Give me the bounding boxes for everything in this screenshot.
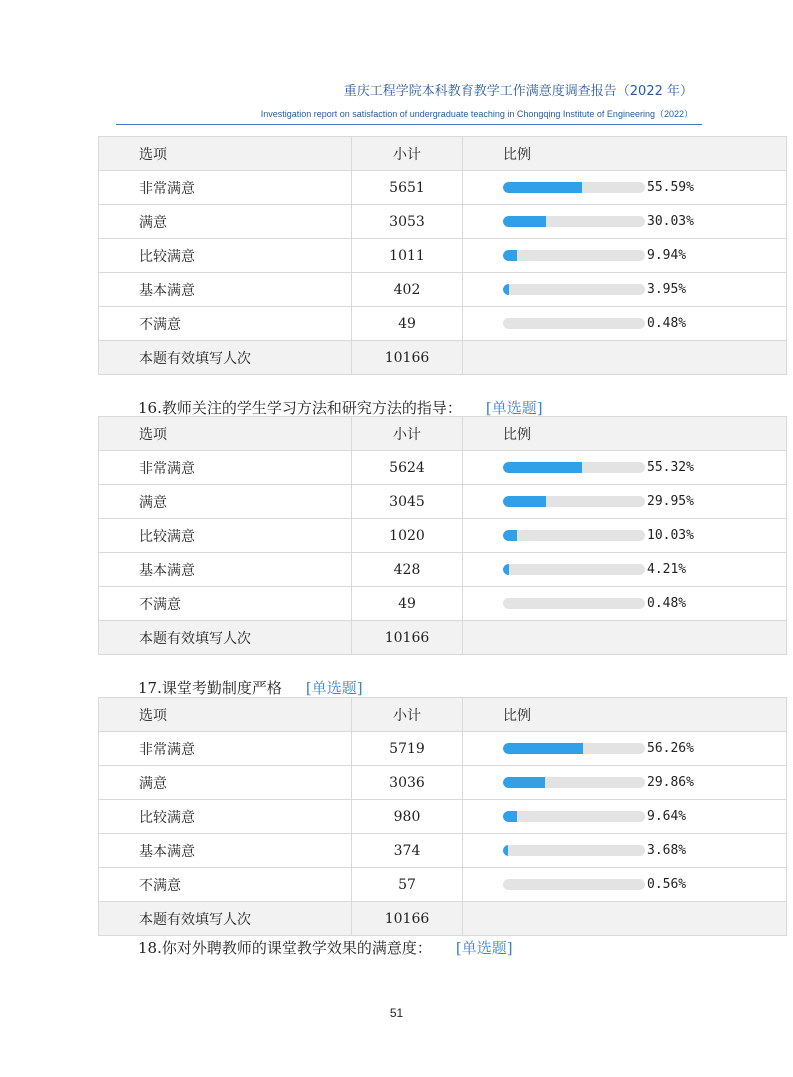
table-row: [99, 205, 787, 239]
total-count: 10166: [352, 621, 463, 655]
option-ratio: [463, 519, 787, 553]
question-16: [138, 397, 543, 418]
question-18: [138, 937, 513, 958]
ratio-bar-fill: [503, 879, 504, 890]
ratio-bar-track: [503, 777, 645, 788]
option-ratio: [463, 766, 787, 800]
option-label: 不满意: [99, 868, 352, 902]
option-count: 5719: [352, 732, 463, 766]
table-row: [99, 239, 787, 273]
option-ratio: [463, 868, 787, 902]
option-label: 比较满意: [99, 239, 352, 273]
ratio-bar-fill: [503, 250, 517, 261]
option-count: 1020: [352, 519, 463, 553]
option-ratio: [463, 307, 787, 341]
option-ratio: [463, 205, 787, 239]
option-count: 428: [352, 553, 463, 587]
ratio-percent: 29.95%: [647, 494, 694, 509]
ratio-bar-group: [503, 809, 786, 824]
ratio-bar-group: [503, 282, 786, 297]
ratio-percent: 3.68%: [647, 843, 687, 858]
ratio-bar-track: [503, 462, 645, 473]
option-count: 3045: [352, 485, 463, 519]
option-label: 不满意: [99, 307, 352, 341]
table-header-row: [99, 137, 787, 171]
table-header-row: [99, 698, 787, 732]
ratio-bar-fill: [503, 462, 582, 473]
ratio-bar-fill: [503, 182, 582, 193]
table-row: [99, 307, 787, 341]
table-row: [99, 171, 787, 205]
page-number: 51: [389, 1006, 404, 1020]
ratio-bar-track: [503, 284, 645, 295]
ratio-percent: 30.03%: [647, 214, 694, 229]
ratio-bar-group: [503, 562, 786, 577]
ratio-bar-track: [503, 216, 645, 227]
option-ratio: [463, 553, 787, 587]
ratio-bar-group: [503, 741, 786, 756]
ratio-bar-track: [503, 564, 645, 575]
ratio-bar-fill: [503, 564, 509, 575]
option-label: 非常满意: [99, 171, 352, 205]
survey-table-2: [98, 416, 787, 655]
option-count: 49: [352, 307, 463, 341]
ratio-percent: 0.56%: [647, 877, 687, 892]
ratio-percent: 0.48%: [647, 596, 687, 611]
survey-table-1: [98, 136, 787, 375]
option-label: 比较满意: [99, 519, 352, 553]
ratio-bar-group: [503, 180, 786, 195]
col-header-ratio: 比例: [463, 137, 787, 171]
ratio-percent: 55.59%: [647, 180, 694, 195]
option-label: 非常满意: [99, 451, 352, 485]
ratio-percent: 0.48%: [647, 316, 687, 331]
table-row: [99, 732, 787, 766]
report-header-title-en: Investigation report on satisfaction of undergraduate teaching in Chongqing Institute of Engineering（2022）: [260, 109, 693, 119]
option-count: 5624: [352, 451, 463, 485]
ratio-percent: 9.94%: [647, 248, 687, 263]
table-row: [99, 766, 787, 800]
ratio-bar-group: [503, 248, 786, 263]
table-total-row: [99, 341, 787, 375]
ratio-bar-track: [503, 845, 645, 856]
ratio-percent: 29.86%: [647, 775, 694, 790]
ratio-bar-fill: [503, 216, 546, 227]
option-ratio: [463, 800, 787, 834]
option-ratio: [463, 732, 787, 766]
option-count: 402: [352, 273, 463, 307]
option-label: 基本满意: [99, 834, 352, 868]
ratio-bar-track: [503, 182, 645, 193]
ratio-bar-group: [503, 596, 786, 611]
total-ratio-empty: [463, 341, 787, 375]
ratio-bar-group: [503, 214, 786, 229]
total-count: 10166: [352, 341, 463, 375]
ratio-bar-group: [503, 775, 786, 790]
option-ratio: [463, 485, 787, 519]
ratio-bar-track: [503, 811, 645, 822]
option-label: 基本满意: [99, 273, 352, 307]
ratio-bar-track: [503, 530, 645, 541]
col-header-count: 小计: [352, 137, 463, 171]
ratio-bar-track: [503, 250, 645, 261]
question-17: [138, 677, 363, 698]
ratio-bar-fill: [503, 811, 517, 822]
table-row: [99, 868, 787, 902]
survey-table-3: [98, 697, 787, 936]
ratio-bar-fill: [503, 743, 583, 754]
option-label: 满意: [99, 205, 352, 239]
header-rule: [116, 124, 702, 125]
question-16-text: 16.教师关注的学生学习方法和研究方法的指导：: [138, 399, 462, 417]
option-count: 3036: [352, 766, 463, 800]
ratio-bar-track: [503, 318, 645, 329]
total-label: 本题有效填写人次: [99, 621, 352, 655]
ratio-bar-track: [503, 743, 645, 754]
option-count: 3053: [352, 205, 463, 239]
ratio-bar-group: [503, 843, 786, 858]
table-row: [99, 273, 787, 307]
ratio-bar-fill: [503, 284, 509, 295]
ratio-bar-fill: [503, 845, 508, 856]
option-count: 980: [352, 800, 463, 834]
col-header-option: 选项: [99, 137, 352, 171]
col-header-option: 选项: [99, 417, 352, 451]
table-row: [99, 800, 787, 834]
total-label: 本题有效填写人次: [99, 902, 352, 936]
col-header-ratio: 比例: [463, 698, 787, 732]
total-label: 本题有效填写人次: [99, 341, 352, 375]
total-ratio-empty: [463, 621, 787, 655]
table-row: [99, 485, 787, 519]
ratio-bar-group: [503, 877, 786, 892]
col-header-option: 选项: [99, 698, 352, 732]
table-row: [99, 587, 787, 621]
option-ratio: [463, 834, 787, 868]
table-total-row: [99, 621, 787, 655]
ratio-percent: 56.26%: [647, 741, 694, 756]
ratio-percent: 55.32%: [647, 460, 694, 475]
question-17-type-tag: [单选题]: [305, 679, 363, 697]
option-count: 374: [352, 834, 463, 868]
option-count: 5651: [352, 171, 463, 205]
ratio-bar-track: [503, 879, 645, 890]
total-count: 10166: [352, 902, 463, 936]
ratio-bar-track: [503, 496, 645, 507]
ratio-bar-fill: [503, 598, 504, 609]
option-ratio: [463, 171, 787, 205]
option-count: 49: [352, 587, 463, 621]
question-16-type-tag: [单选题]: [485, 399, 543, 417]
ratio-bar-track: [503, 598, 645, 609]
table-row: [99, 553, 787, 587]
option-label: 满意: [99, 766, 352, 800]
question-18-type-tag: [单选题]: [455, 939, 513, 957]
ratio-percent: 3.95%: [647, 282, 687, 297]
option-ratio: [463, 273, 787, 307]
option-label: 不满意: [99, 587, 352, 621]
ratio-percent: 9.64%: [647, 809, 687, 824]
table-row: [99, 451, 787, 485]
ratio-bar-group: [503, 460, 786, 475]
ratio-percent: 10.03%: [647, 528, 694, 543]
option-ratio: [463, 451, 787, 485]
table-row: [99, 834, 787, 868]
ratio-bar-fill: [503, 496, 546, 507]
option-ratio: [463, 239, 787, 273]
option-label: 比较满意: [99, 800, 352, 834]
ratio-bar-fill: [503, 530, 517, 541]
option-count: 1011: [352, 239, 463, 273]
option-label: 基本满意: [99, 553, 352, 587]
ratio-bar-group: [503, 494, 786, 509]
table-header-row: [99, 417, 787, 451]
question-17-text: 17.课堂考勤制度严格: [138, 679, 282, 697]
report-header-title-cn: 重庆工程学院本科教育教学工作满意度调查报告（2022 年）: [343, 84, 693, 99]
ratio-percent: 4.21%: [647, 562, 687, 577]
question-18-text: 18.你对外聘教师的课堂教学效果的满意度：: [138, 939, 432, 957]
ratio-bar-fill: [503, 318, 504, 329]
ratio-bar-group: [503, 316, 786, 331]
table-total-row: [99, 902, 787, 936]
ratio-bar-group: [503, 528, 786, 543]
option-count: 57: [352, 868, 463, 902]
option-ratio: [463, 587, 787, 621]
ratio-bar-fill: [503, 777, 545, 788]
option-label: 非常满意: [99, 732, 352, 766]
total-ratio-empty: [463, 902, 787, 936]
col-header-count: 小计: [352, 417, 463, 451]
col-header-ratio: 比例: [463, 417, 787, 451]
col-header-count: 小计: [352, 698, 463, 732]
option-label: 满意: [99, 485, 352, 519]
table-row: [99, 519, 787, 553]
